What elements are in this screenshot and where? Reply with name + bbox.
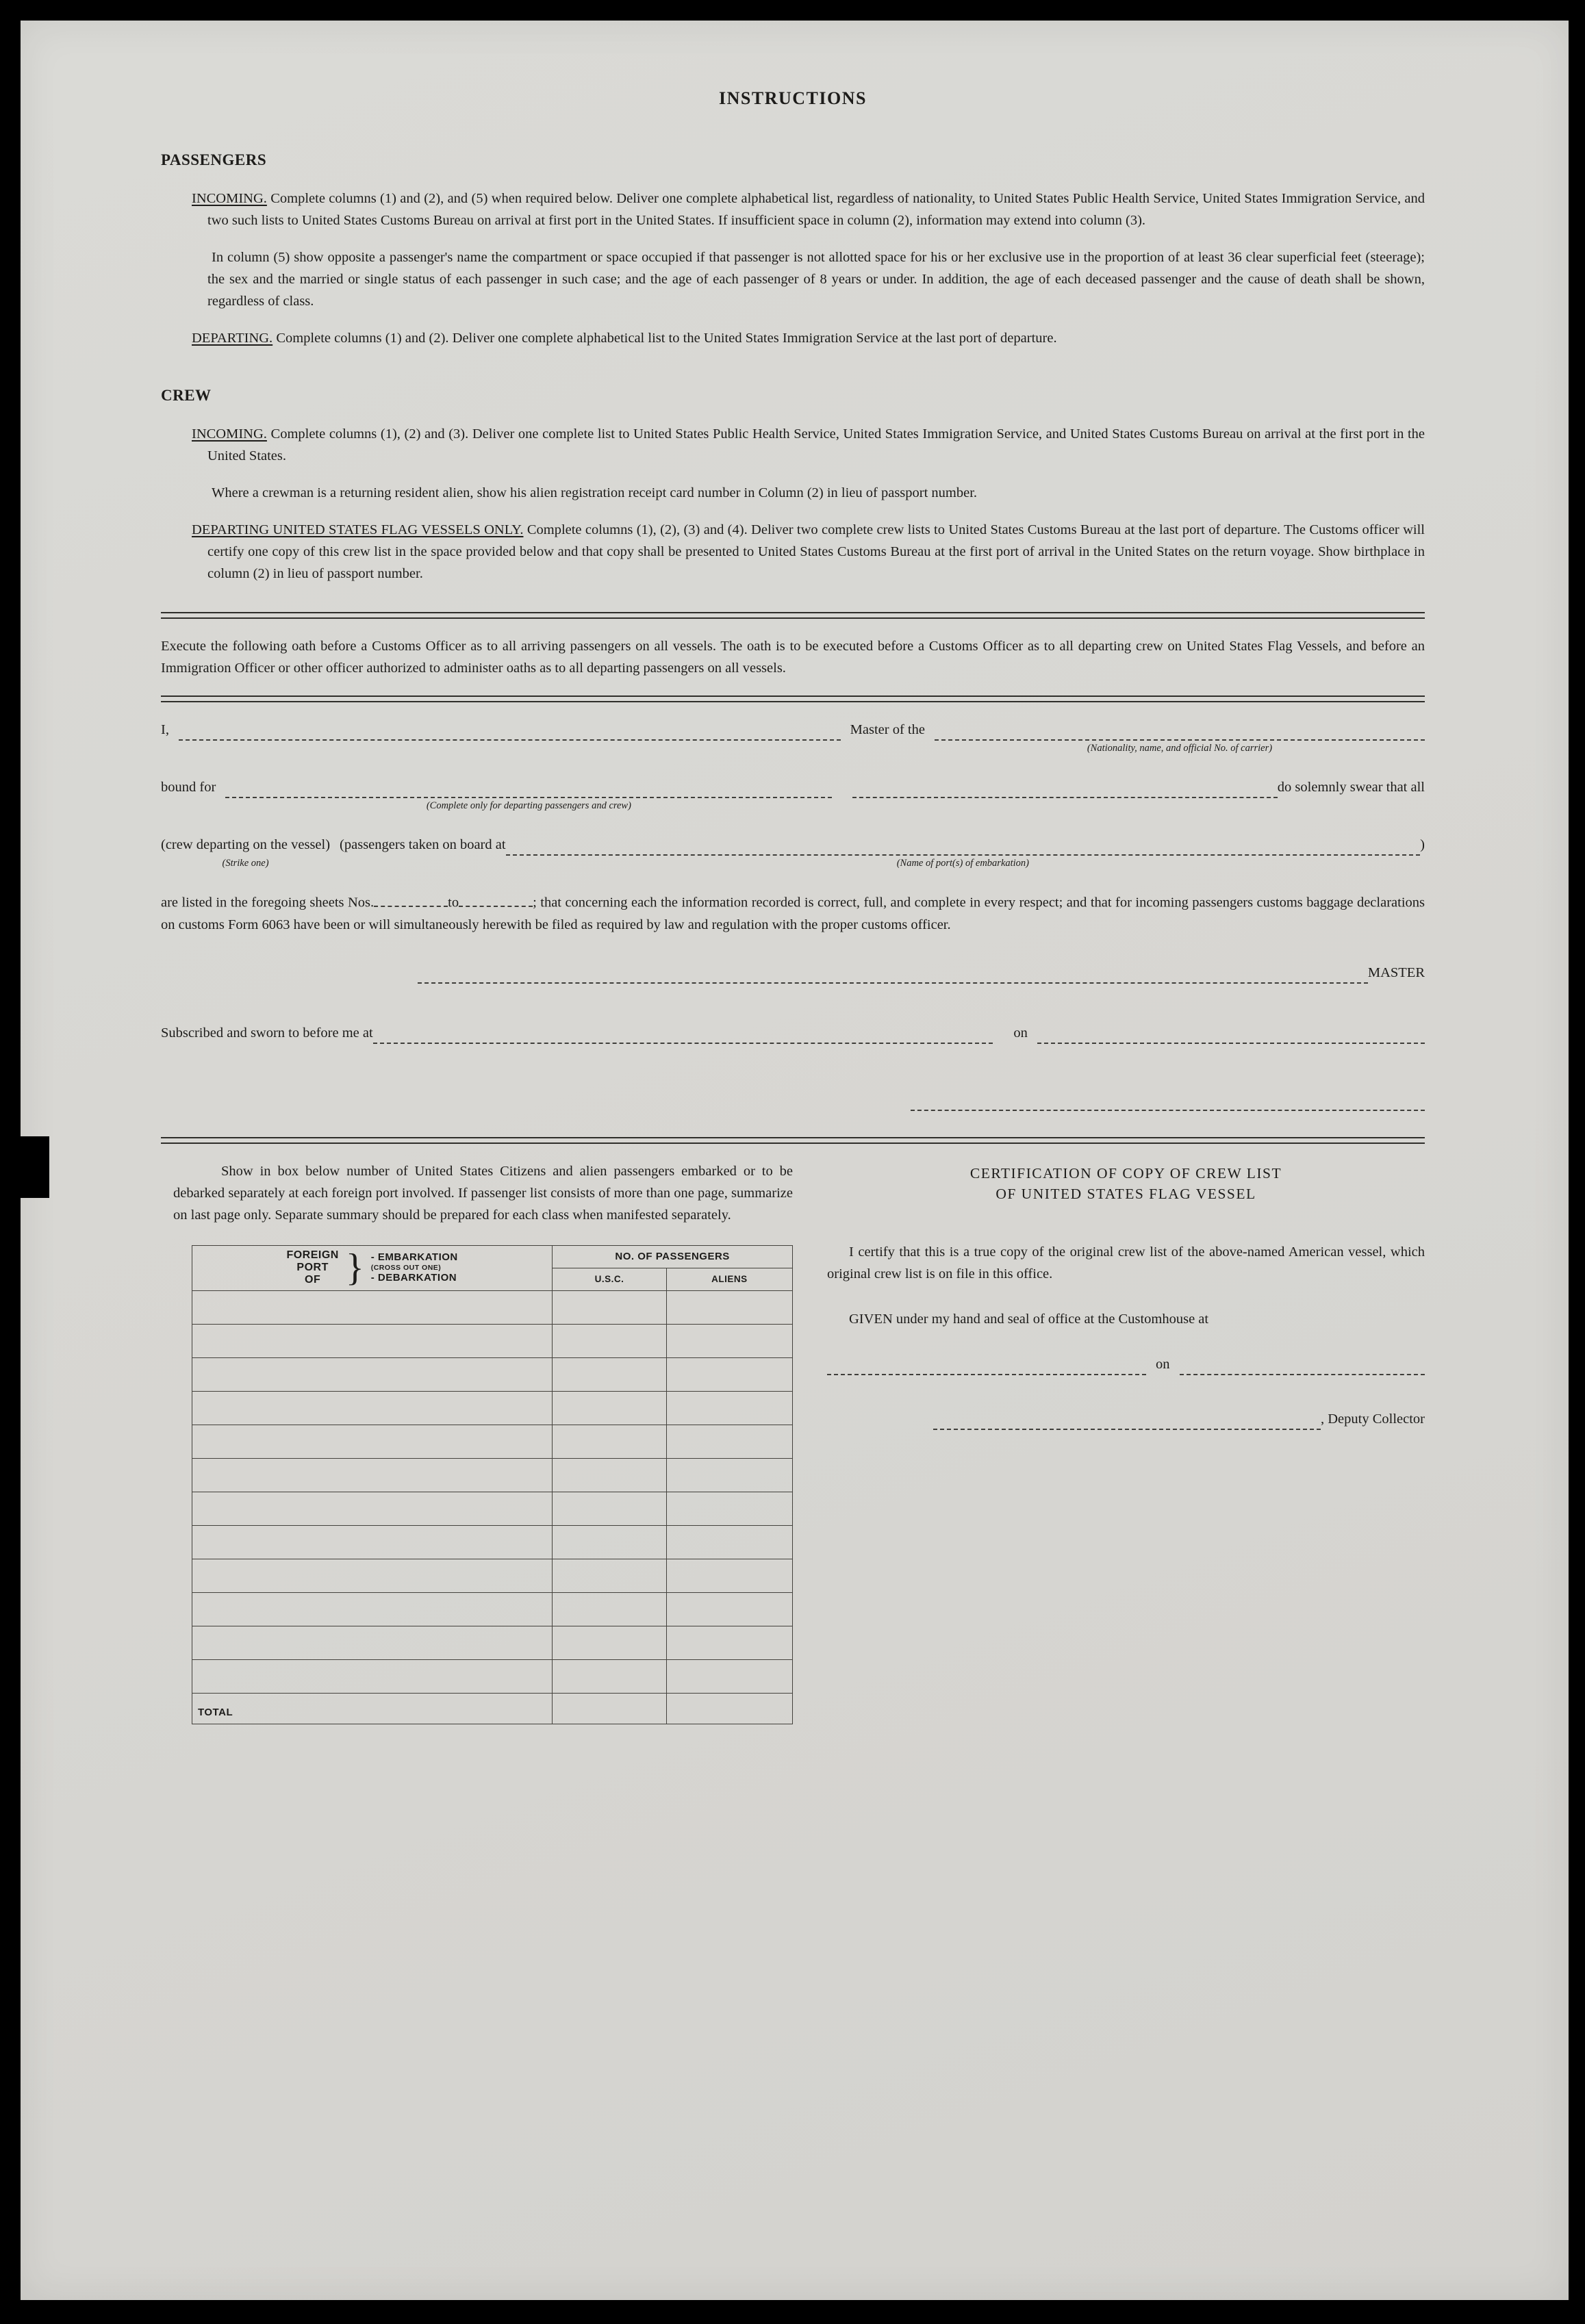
summary-table-cell: [553, 1626, 667, 1659]
carrier-blank-segment: [935, 719, 1425, 754]
certification-title: [827, 1163, 1425, 1204]
debarkation-label: - DEBARKATION: [370, 1272, 457, 1284]
column5-paragraph: In column (5) show opposite a passenger's name the compartment or space occupied if that passenger is not allotted space for his or her exclusive use in the proportion of at least 36 clear superficial feet (steerage); the sex and the married or single status of each passenger in such case; and the age of each passenger of 8 years or under. In addition, the age of each deceased passenger and the cause of death shall be shown, regardless of class.: [207, 250, 1425, 309]
double-rule: [161, 1137, 1425, 1144]
port-blank-line: [506, 834, 1421, 856]
summary-table-body: [192, 1290, 793, 1693]
summary-table-cell: [666, 1592, 792, 1626]
listed-paragraph: [161, 891, 1425, 936]
summary-table-cell: [192, 1425, 553, 1458]
master-of-the-label: Master of the: [850, 722, 925, 737]
name-blank-segment: [179, 719, 841, 741]
sheets-to-blank: [459, 891, 533, 907]
no-of-passengers-header: NO. OF PASSENGERS: [553, 1245, 793, 1268]
bound-for-blank2-line: [852, 776, 1277, 798]
bottom-columns: [161, 1160, 1425, 1724]
embark-debark-labels: [371, 1251, 458, 1284]
bound-for-blank2-segment: [852, 776, 1277, 798]
summary-note: Show in box below number of United States Citizens and alien passengers embarked or to be debarked separately at each foreign port involved. If passenger list consists of more than one page, summarize on last page only. Separate summary should be prepared for each class when manifested separately.: [173, 1163, 793, 1223]
incoming-text: Complete columns (1) and (2), and (5) when required below. Deliver one complete alphabetical list, regardless of nationality, to United States Public Health Service, United States Immigration Service, and two such lists to United States Customs Bureau on arrival at first port in the United States. If insufficient space in column (2), information may extend into column (3).: [207, 191, 1425, 228]
oath-row-bound-for: [161, 776, 1425, 811]
port-caption: (Name of port(s) of embarkation): [896, 858, 1030, 869]
total-label: TOTAL: [192, 1693, 553, 1724]
summary-table-cell: [192, 1525, 553, 1559]
master-label: MASTER: [1367, 965, 1425, 980]
close-paren: ): [1420, 837, 1425, 852]
summary-table-row: [192, 1592, 793, 1626]
officer-signature-row: [911, 1089, 1425, 1111]
scan-edge-artifact: [0, 1136, 49, 1198]
summary-table-cell: [192, 1458, 553, 1492]
double-rule: [161, 612, 1425, 619]
of-label: OF: [305, 1274, 321, 1286]
carrier-blank-line: [935, 719, 1425, 741]
summary-table-cell: [666, 1492, 792, 1525]
summary-table-cell: [666, 1357, 792, 1391]
subscribed-label: Subscribed and sworn to before me at: [161, 1025, 373, 1040]
summary-table-row: [192, 1391, 793, 1425]
carrier-caption: (Nationality, name, and official No. of carrier): [1087, 743, 1273, 754]
summary-table-row: [192, 1559, 793, 1592]
summary-table-cell: [666, 1290, 792, 1324]
passengers-departing-paragraph: [192, 327, 1425, 349]
summary-table-cell: [553, 1458, 667, 1492]
total-aliens-cell: [666, 1693, 792, 1724]
summary-table-cell: [553, 1425, 667, 1458]
crew-departing-paragraph: [192, 519, 1425, 585]
cert-date-segment: [1180, 1353, 1425, 1375]
oath-row-master-of: [161, 719, 1425, 754]
certification-title-line2: OF UNITED STATES FLAG VESSEL: [996, 1185, 1256, 1202]
listed-post: ; that concerning each the information recorded is correct, full, and complete in every respect; and that for incoming passengers customs baggage declarations on customs Form 6063 have been or will simultaneously herewith be filed as required by law and regulation with the proper customs officer.: [161, 895, 1425, 932]
strike-one-segment: [161, 834, 331, 869]
brace-glyph: }: [345, 1247, 364, 1289]
bound-for-caption: (Complete only for departing passengers and crew): [426, 800, 631, 811]
summary-table-cell: [666, 1659, 792, 1693]
summary-table-cell: [553, 1659, 667, 1693]
crew-departing-phrase: (crew departing on the vessel): [161, 837, 331, 852]
port-blank-segment: [506, 834, 1421, 869]
summary-table-cell: [666, 1559, 792, 1592]
usc-header: U.S.C.: [553, 1268, 667, 1290]
summary-table-row: [192, 1525, 793, 1559]
summary-table-cell: [666, 1391, 792, 1425]
summary-table-cell: [192, 1391, 553, 1425]
document-page: [21, 21, 1569, 2300]
subscribed-row: [161, 1022, 1425, 1044]
foreign-port-header: [192, 1245, 553, 1290]
summary-table-row: [192, 1626, 793, 1659]
summary-column: [161, 1160, 793, 1724]
oath-intro-paragraph: Execute the following oath before a Customs Officer as to all arriving passengers on all vessels. The oath is to be executed before a Customs Officer as to all departing crew on United States Flag Vessels, and before an Immigration Officer or other officer authorized to administer oaths as to all departing passengers on all vessels.: [161, 639, 1425, 676]
deputy-collector-row: [827, 1408, 1425, 1430]
subscribed-date-line: [1037, 1022, 1425, 1044]
summary-table-cell: [553, 1391, 667, 1425]
bound-for-blank-segment: [225, 776, 832, 811]
resident-alien-paragraph: Where a crewman is a returning resident alien, show his alien registration receipt card number in Column (2) in lieu of passport number.: [212, 485, 978, 500]
summary-table-row: [192, 1357, 793, 1391]
total-usc-cell: [553, 1693, 667, 1724]
passengers-taken-phrase: (passengers taken on board at: [340, 837, 506, 852]
total-row: [192, 1693, 793, 1724]
summary-table-cell: [553, 1592, 667, 1626]
deputy-signature-segment: [933, 1408, 1321, 1430]
summary-table-row: [192, 1324, 793, 1357]
sheets-from-blank: [374, 891, 448, 907]
summary-table-cell: [553, 1324, 667, 1357]
summary-table-cell: [192, 1559, 553, 1592]
summary-table-cell: [666, 1425, 792, 1458]
crew-incoming-label: INCOMING.: [192, 426, 267, 442]
double-rule: [161, 695, 1425, 702]
master-signature-line: [418, 962, 1368, 984]
on-label: on: [1013, 1025, 1028, 1040]
crew-incoming-paragraph: [192, 423, 1425, 467]
departing-label: DEPARTING.: [192, 331, 273, 346]
summary-table-cell: [666, 1324, 792, 1357]
foreign-label: FOREIGN: [286, 1249, 339, 1261]
bound-for-label: bound for: [161, 780, 216, 795]
foreign-port-label: [286, 1249, 338, 1286]
cert-on-label: on: [1156, 1356, 1170, 1372]
embarkation-label: - EMBARKATION: [370, 1251, 458, 1263]
summary-table-row: [192, 1290, 793, 1324]
summary-table-row: [192, 1458, 793, 1492]
page-title: INSTRUCTIONS: [719, 88, 867, 108]
oath-row-embarkation: [161, 834, 1425, 869]
deputy-collector-label: , Deputy Collector: [1320, 1411, 1425, 1427]
crew-departing-text: Complete columns (1), (2), (3) and (4). Deliver two complete crew lists to United States Customs Bureau at the last port of departure. The Customs officer will certify one copy of this crew list in the space provided below and that copy shall be presented to United States Customs Bureau at the first port of arrival in the United States on the return voyage. Show birthplace in column (2) in lieu of passport number.: [207, 522, 1425, 581]
officer-signature-segment: [911, 1089, 1425, 1111]
summary-table-cell: [192, 1626, 553, 1659]
master-signature-row: [418, 962, 1425, 984]
summary-table-cell: [553, 1492, 667, 1525]
summary-table-cell: [553, 1290, 667, 1324]
summary-table-cell: [666, 1525, 792, 1559]
customhouse-blank-segment: [827, 1353, 1146, 1375]
to-label: to: [448, 895, 459, 910]
swear-text: do solemnly swear that all: [1277, 780, 1425, 795]
summary-table-cell: [192, 1592, 553, 1626]
passengers-incoming-paragraph: [192, 188, 1425, 231]
summary-table-cell: [666, 1458, 792, 1492]
summary-table-cell: [192, 1659, 553, 1693]
subscribed-place-segment: [373, 1022, 993, 1044]
certify-paragraph: I certify that this is a true copy of the original crew list of the above-named American vessel, which original crew list is on file in this office.: [827, 1244, 1425, 1281]
summary-table-row: [192, 1659, 793, 1693]
certification-title-line1: CERTIFICATION OF COPY OF CREW LIST: [969, 1164, 1282, 1182]
summary-table-cell: [192, 1492, 553, 1525]
certification-column: [827, 1160, 1425, 1724]
summary-table-cell: [192, 1290, 553, 1324]
passenger-summary-table: [192, 1245, 793, 1724]
subscribed-date-segment: [1037, 1022, 1425, 1044]
departing-text: Complete columns (1) and (2). Deliver one complete alphabetical list to the United States Immigration Service at the last port of departure.: [276, 331, 1057, 346]
subscribed-place-line: [373, 1022, 993, 1044]
cert-date-line: [1180, 1353, 1425, 1375]
officer-signature-line: [911, 1089, 1425, 1111]
summary-table-cell: [553, 1357, 667, 1391]
bound-for-blank-line: [225, 776, 832, 798]
summary-table-row: [192, 1492, 793, 1525]
master-signature-segment: [418, 962, 1368, 984]
summary-table-cell: [666, 1626, 792, 1659]
summary-table-cell: [192, 1324, 553, 1357]
cross-out-one-label: (CROSS OUT ONE): [370, 1264, 442, 1272]
incoming-label: INCOMING.: [192, 191, 267, 206]
name-blank-line: [179, 719, 841, 741]
crew-departing-label: DEPARTING UNITED STATES FLAG VESSELS ONLY.: [192, 522, 524, 537]
summary-table-row: [192, 1425, 793, 1458]
crew-heading: CREW: [161, 387, 212, 404]
passengers-heading: PASSENGERS: [161, 151, 267, 168]
customhouse-blank-line: [827, 1353, 1146, 1375]
given-paragraph: GIVEN under my hand and seal of office at the Customhouse at: [849, 1311, 1209, 1327]
crew-incoming-text: Complete columns (1), (2) and (3). Deliver one complete list to United States Public Health Service, United States Immigration Service, and United States Customs Bureau on arrival at the first port in the United States.: [207, 426, 1425, 463]
customhouse-row: [827, 1353, 1425, 1375]
port-label: PORT: [296, 1262, 329, 1273]
summary-table-cell: [553, 1525, 667, 1559]
aliens-header: ALIENS: [666, 1268, 792, 1290]
summary-table-cell: [553, 1559, 667, 1592]
strike-one-caption: (Strike one): [222, 858, 269, 869]
page-content: [161, 88, 1425, 1724]
i-label: I,: [161, 722, 169, 737]
summary-table-cell: [192, 1357, 553, 1391]
deputy-signature-line: [933, 1408, 1321, 1430]
listed-pre: are listed in the foregoing sheets Nos.: [161, 895, 375, 910]
